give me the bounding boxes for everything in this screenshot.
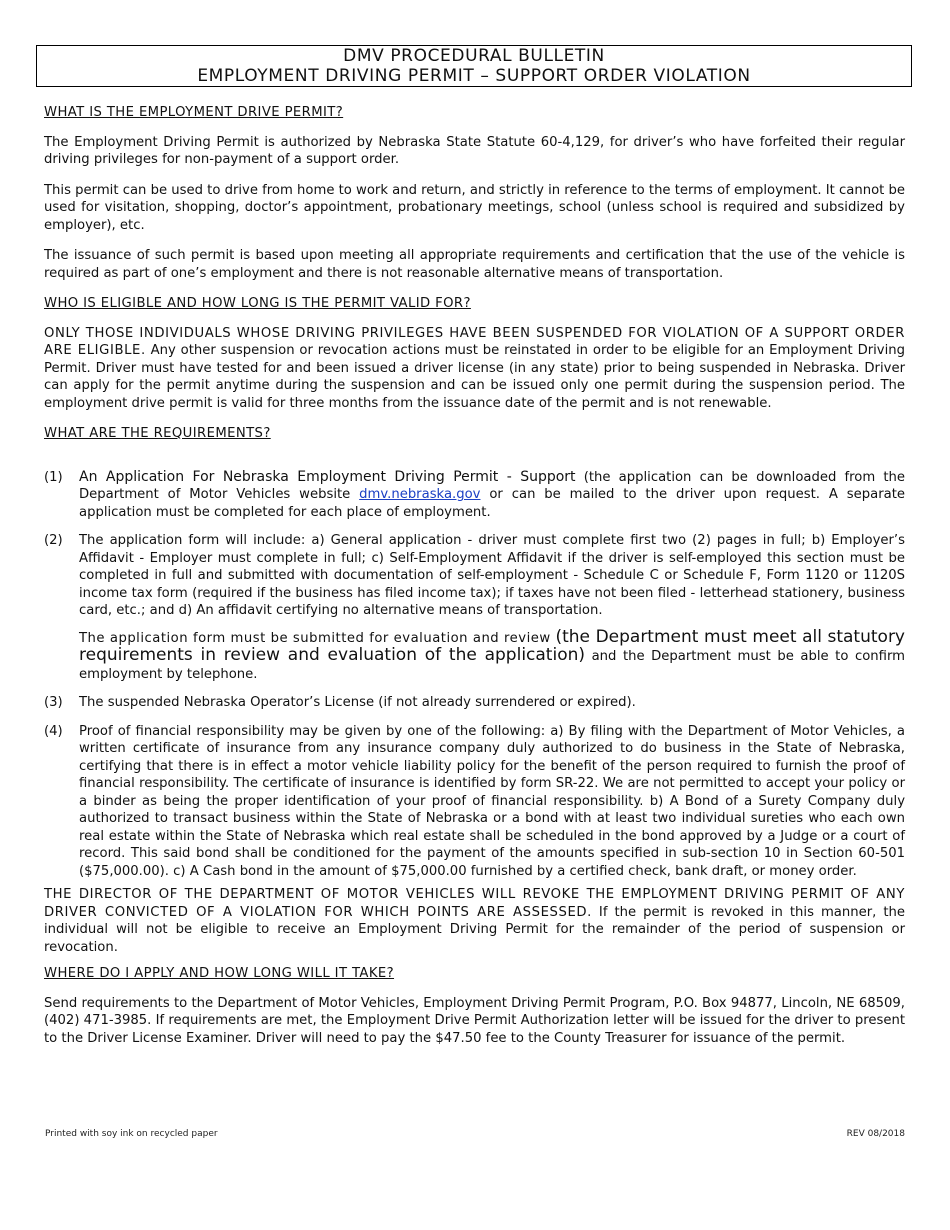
eligibility-lead: ONLY THOSE INDIVIDUALS WHOSE DRIVING PRIVILEGES HAVE BEEN SUSPENDED FOR VIOLATION OF A SUPPORT ORDER ARE ELIGIBLE. [44, 325, 905, 358]
list-item-text: The application form will include: a) General application - driver must complete first two (2) pages in full; b) Employer’s Affidavit - Employer must complete in full; c) Self-Employment Affidavit if the driver is self-employed this section must be completed in full and submitted with documentation of self-employment - Schedule C or Schedule F, Form 1120 or 1120S income tax form (required if the business has filed income tax); if taxes have not been filed - letterhead stationery, business card, etc.; and d) An affidavit certifying no alternative means of transportation. The application form must be submitted for evaluation and review (the Department must meet all statutory requirements in review and evaluation of the application) and the Department must be able to confirm employment by telephone. [79, 533, 905, 682]
paragraph-apply: Send requirements to the Department of Motor Vehicles, Employment Driving Permit Program, P.O. Box 94877, Lincoln, NE 68509, (402) 471-3985. If requirements are met, the Employment Drive Permit Authorization letter will be issued for the driver to present to the Driver License Examiner. Driver will need to pay the $47.50 fee to the County Treasurer for issuance of the permit. [44, 995, 905, 1046]
list-item-number: (4) [44, 723, 63, 739]
document-body [44, 104, 905, 1060]
list-item-number: (3) [44, 695, 63, 710]
list-item-text: The suspended Nebraska Operator’s License (if not already surrendered or expired). [79, 695, 636, 710]
requirements-list [44, 469, 905, 881]
section-heading-what-is: WHAT IS THE EMPLOYMENT DRIVE PERMIT? [44, 105, 344, 120]
list-item-text: Proof of financial responsibility may be given by one of the following: a) By filing with the Department of Motor Vehicles, a written certificate of insurance from any insurance company duly authorized to do business in the State of Nebraska, certifying that there is in effect a motor vehicle liability policy for the benefit of the person required to furnish the proof of financial responsibility. The certificate of insurance is identified by form SR-22. We are not permitted to accept your policy or a binder as being the proper identification of your proof of financial responsibility. b) A Bond of a Surety Company duly authorized to transact business within the State of Nebraska or a bond with at least two individual sureties who each own real estate within the State of Nebraska which real estate shall be scheduled in the bond approved by a Judge or a court of record. This said bond shall be conditioned for the payment of the amounts specified in sub-section 10 in Section 60-501 ($75,000.00). c) A Cash bond in the amount of $75,000.00 furnished by a certified check, bank draft, or money order. [79, 723, 905, 879]
statutory-requirements-text: (the Department must meet all statutory requirements in review and evaluation of the application) [79, 626, 905, 665]
section-heading-requirements: WHAT ARE THE REQUIREMENTS? [44, 426, 271, 441]
section-heading-apply: WHERE DO I APPLY AND HOW LONG WILL IT TAKE? [44, 966, 395, 981]
submission-note: The application form must be submitted for evaluation and review (the Department must meet all statutory requirements in review and evaluation of the application) and the Department must be able to confirm employment by telephone. [79, 626, 905, 682]
list-item [44, 694, 905, 712]
list-item-number: (1) [44, 469, 63, 485]
list-item [44, 532, 905, 683]
section-heading-eligibility: WHO IS ELIGIBLE AND HOW LONG IS THE PERMIT VALID FOR? [44, 296, 471, 311]
bulletin-title: DMV PROCEDURAL BULLETIN [343, 46, 605, 66]
list-item [44, 723, 905, 881]
application-title: An Application For Nebraska Employment Driving Permit - Support [79, 468, 576, 485]
bulletin-subtitle: EMPLOYMENT DRIVING PERMIT – SUPPORT ORDER VIOLATION [197, 66, 751, 86]
dmv-website-link[interactable]: dmv.nebraska.gov [359, 487, 481, 502]
eligibility-rest: Any other suspension or revocation actions must be reinstated in order to be eligible for an Employment Driving Permit. Driver must have tested for and been issued a driver license (in any state) prior to being suspended in Nebraska. Driver can apply for the permit anytime during the suspension and can be issued only one permit during the suspension period. The employment drive permit is valid for three months from the issuance date of the permit and is not renewable. [44, 343, 906, 411]
footer-revision: REV 08/2018 [846, 1129, 905, 1139]
paragraph-authorization: The Employment Driving Permit is authorized by Nebraska State Statute 60-4,129, for driver’s who have forfeited their regular driving privileges for non-payment of a support order. [44, 134, 905, 167]
paragraph-issuance: The issuance of such permit is based upon meeting all appropriate requirements and certification that the use of the vehicle is required as part of one’s employment and there is not reasonable alternative means of transportation. [44, 248, 905, 281]
list-item-number: (2) [44, 533, 63, 548]
revocation-rest: If the permit is revoked in this manner, the individual will not be eligible to receive an Employment Driving Permit for the remainder of the period of suspension or revocation. [44, 904, 905, 955]
paragraph-eligibility [44, 325, 905, 413]
bulletin-title-box [36, 45, 912, 87]
footer-recycled-note: Printed with soy ink on recycled paper [45, 1129, 218, 1139]
list-item-text: An Application For Nebraska Employment Driving Permit - Support (the application can be downloaded from the Department of Motor Vehicles website dmv.nebraska.gov or can be mailed to the driver upon request. A separate application must be completed for each place of employment. [79, 468, 905, 520]
paragraph-usage: This permit can be used to drive from home to work and return, and strictly in reference to the terms of employment. It cannot be used for visitation, shopping, doctor’s appointment, probationary meetings, school (unless school is required and subsidized by employer), etc. [44, 182, 905, 233]
revocation-lead: THE DIRECTOR OF THE DEPARTMENT OF MOTOR VEHICLES WILL REVOKE THE EMPLOYMENT DRIVING PERMIT OF ANY DRIVER CONVICTED OF A VIOLATION FOR WHICH POINTS ARE ASSESSED. [44, 887, 905, 920]
list-item [44, 469, 905, 522]
paragraph-revocation [44, 886, 905, 956]
